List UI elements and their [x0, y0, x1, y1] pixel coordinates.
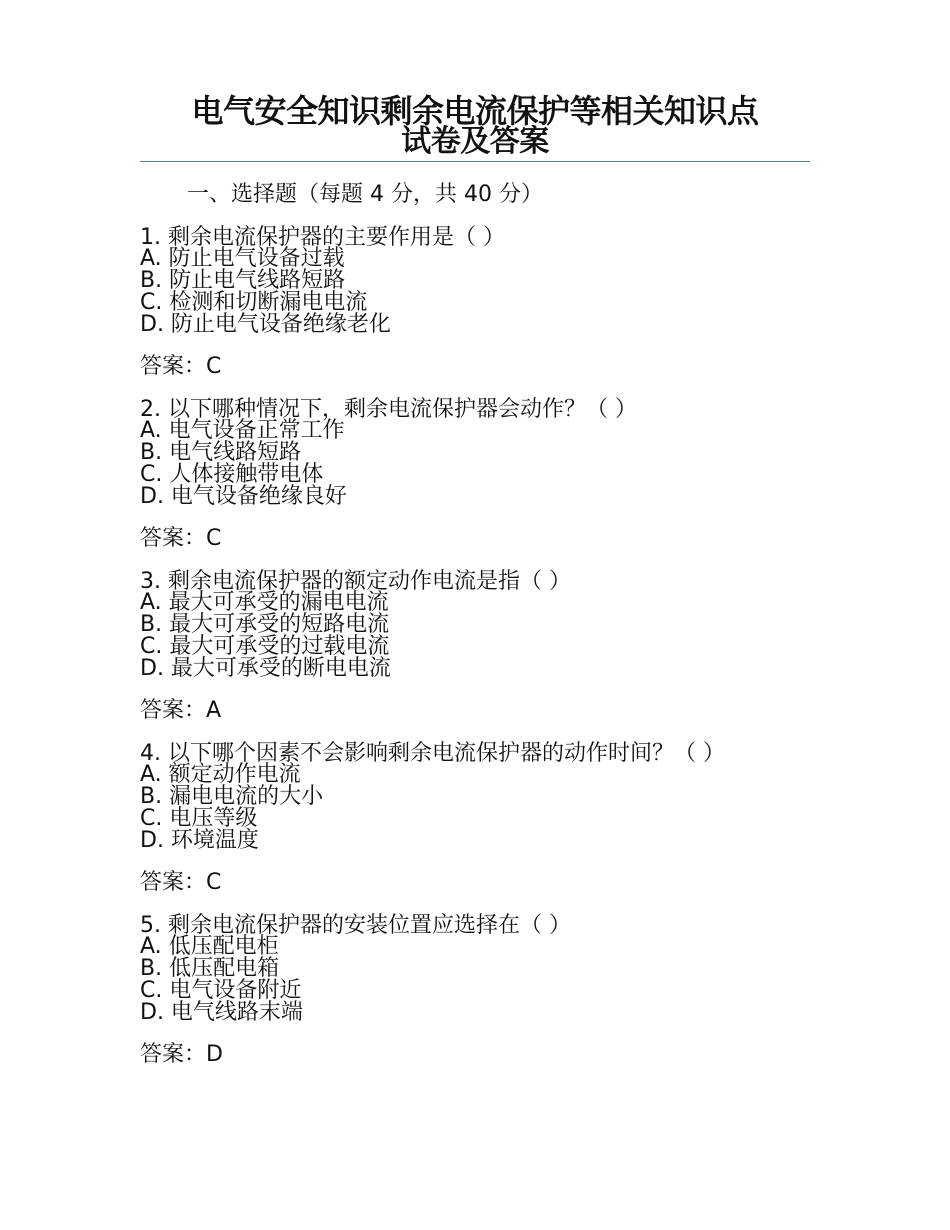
question-4	[140, 740, 840, 898]
option-a: A. 额定动作电流	[140, 762, 301, 787]
question-3	[140, 568, 840, 726]
question-text: 4. 以下哪个因素不会影响剩余电流保护器的动作时间？（ ）	[140, 741, 725, 766]
title-line-1: 电气安全知识剩余电流保护等相关知识点	[191, 92, 759, 130]
title-line-2: 试卷及答案	[401, 124, 549, 159]
question-2	[140, 396, 840, 554]
question-text: 3. 剩余电流保护器的额定动作电流是指（ ）	[140, 569, 571, 594]
option-a: A. 低压配电柜	[140, 934, 279, 959]
option-b: B. 漏电电流的大小	[140, 784, 324, 809]
option-c: C. 最大可承受的过载电流	[140, 634, 390, 659]
option-a: A. 防止电气设备过载	[140, 246, 345, 271]
question-1	[140, 224, 840, 382]
option-a: A. 电气设备正常工作	[140, 418, 345, 443]
question-text: 5. 剩余电流保护器的安装位置应选择在（ ）	[140, 913, 571, 938]
section-heading: 一、选择题（每题 4 分，共 40 分）	[187, 182, 543, 207]
title-underline	[140, 161, 810, 162]
option-c: C. 检测和切断漏电电流	[140, 290, 368, 315]
option-b: B. 电气线路短路	[140, 440, 302, 465]
option-c: C. 电气设备附近	[140, 978, 302, 1003]
answer: 答案：C	[140, 354, 222, 379]
option-c: C. 人体接触带电体	[140, 462, 324, 487]
answer: 答案：A	[140, 698, 222, 723]
option-b: B. 最大可承受的短路电流	[140, 612, 390, 637]
question-list	[140, 224, 840, 1084]
option-d: D. 电气设备绝缘良好	[140, 484, 347, 509]
answer: 答案：C	[140, 870, 222, 895]
answer: 答案：C	[140, 526, 222, 551]
option-a: A. 最大可承受的漏电电流	[140, 590, 389, 615]
option-c: C. 电压等级	[140, 806, 258, 831]
option-d: D. 防止电气设备绝缘老化	[140, 312, 391, 337]
answer: 答案：D	[140, 1042, 223, 1067]
option-d: D. 电气线路末端	[140, 1000, 303, 1025]
option-b: B. 低压配电箱	[140, 956, 280, 981]
option-b: B. 防止电气线路短路	[140, 268, 346, 293]
option-d: D. 最大可承受的断电电流	[140, 656, 391, 681]
question-5	[140, 912, 840, 1070]
question-text: 2. 以下哪种情况下，剩余电流保护器会动作？（ ）	[140, 397, 637, 422]
option-d: D. 环境温度	[140, 828, 259, 853]
question-text: 1. 剩余电流保护器的主要作用是（ ）	[140, 225, 505, 250]
document-title	[140, 92, 810, 159]
